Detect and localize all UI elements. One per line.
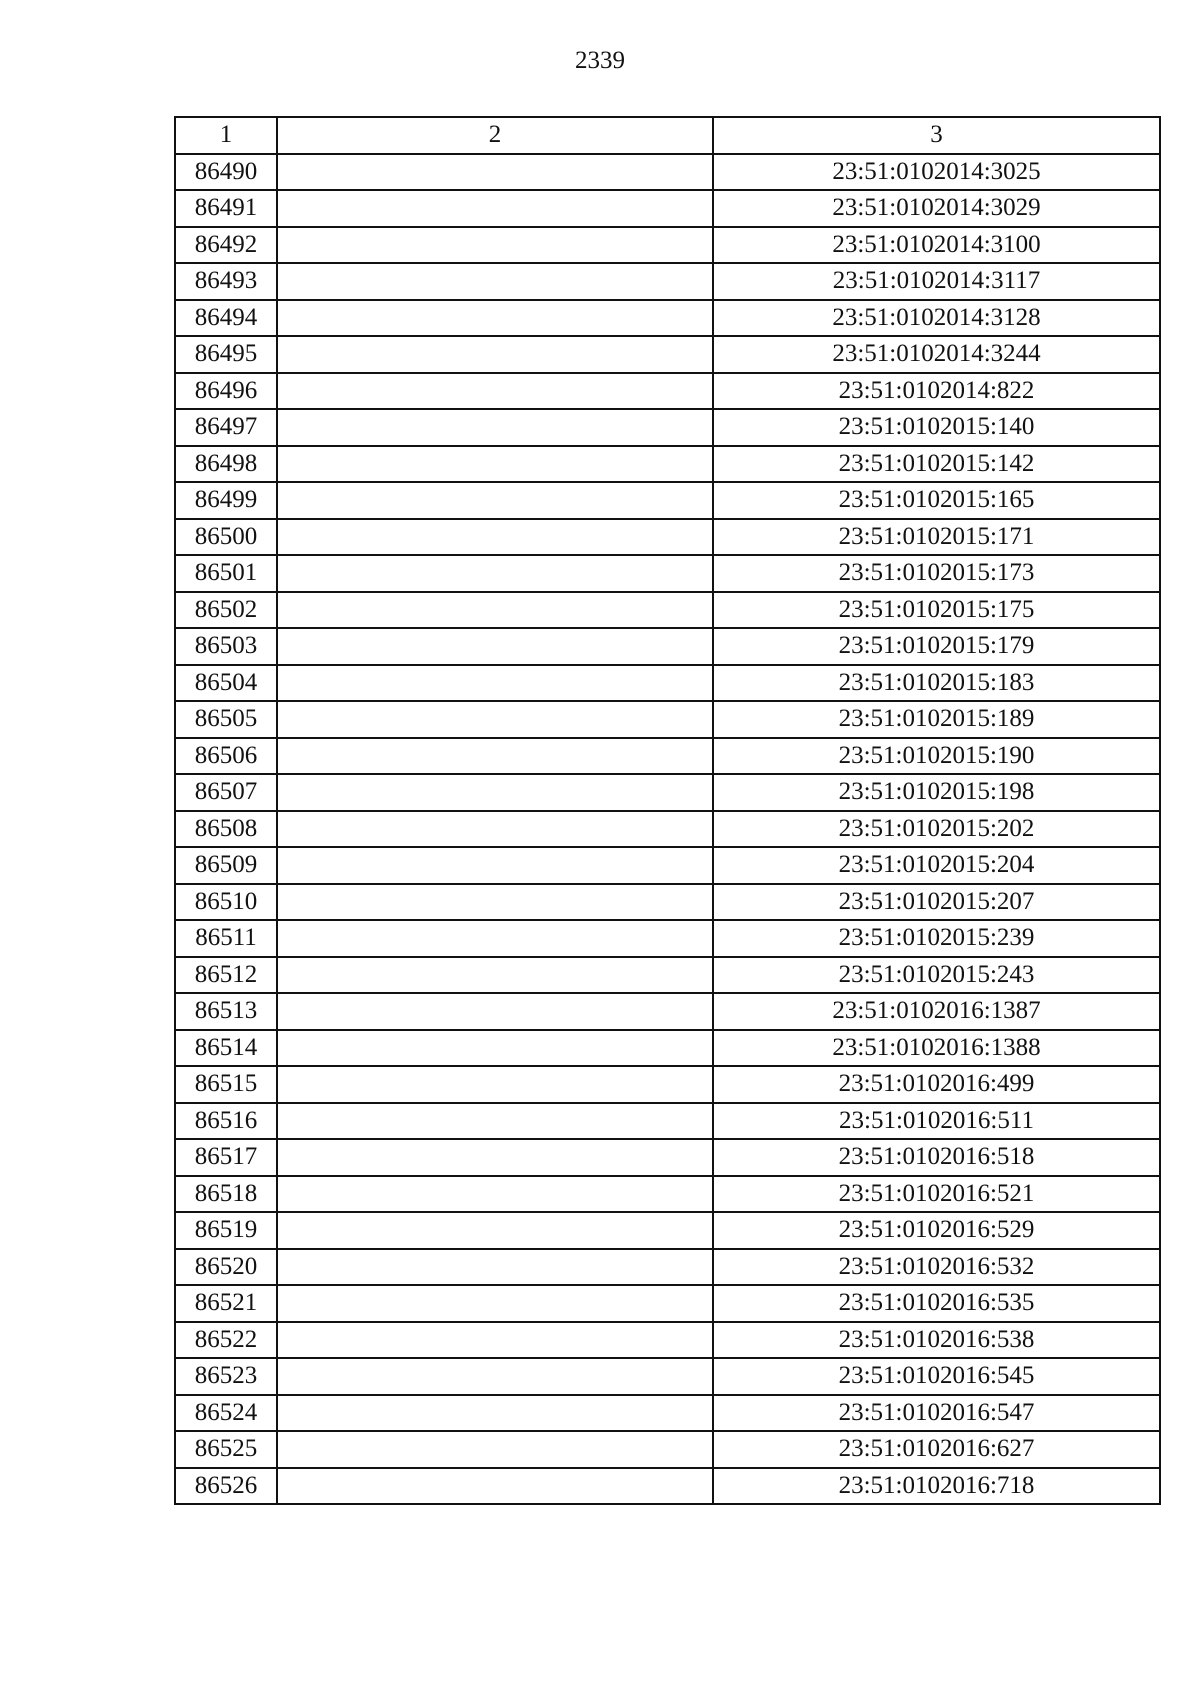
- table-cell-col-1: 86502: [175, 592, 277, 629]
- table-cell-col-3: 23:51:0102016:1387: [713, 993, 1160, 1030]
- header-cell-1: 1: [175, 117, 277, 154]
- table-cell-col-2: [277, 300, 713, 337]
- table-cell-col-3: 23:51:0102014:3128: [713, 300, 1160, 337]
- table-cell-col-1: 86493: [175, 263, 277, 300]
- table-cell-col-2: [277, 263, 713, 300]
- table-cell-col-2: [277, 190, 713, 227]
- table-row: [175, 628, 1160, 665]
- table-row: [175, 482, 1160, 519]
- table-cell-col-2: [277, 409, 713, 446]
- table-row: [175, 920, 1160, 957]
- table-cell-col-3: 23:51:0102014:3244: [713, 336, 1160, 373]
- table-cell-col-2: [277, 446, 713, 483]
- table-cell-col-2: [277, 701, 713, 738]
- table-cell-col-3: 23:51:0102015:175: [713, 592, 1160, 629]
- table-row: [175, 1395, 1160, 1432]
- table-cell-col-2: [277, 1212, 713, 1249]
- table-cell-col-1: 86521: [175, 1285, 277, 1322]
- table-cell-col-3: 23:51:0102016:499: [713, 1066, 1160, 1103]
- table-cell-col-2: [277, 920, 713, 957]
- table-cell-col-3: 23:51:0102014:3029: [713, 190, 1160, 227]
- table-cell-col-2: [277, 1103, 713, 1140]
- table-cell-col-2: [277, 1176, 713, 1213]
- table-cell-col-1: 86506: [175, 738, 277, 775]
- table-cell-col-2: [277, 1431, 713, 1468]
- table-cell-col-1: 86491: [175, 190, 277, 227]
- table-cell-col-1: 86513: [175, 993, 277, 1030]
- table-cell-col-2: [277, 555, 713, 592]
- table-cell-col-1: 86516: [175, 1103, 277, 1140]
- table-cell-col-2: [277, 1322, 713, 1359]
- table-cell-col-2: [277, 628, 713, 665]
- table-cell-col-2: [277, 957, 713, 994]
- table-row: [175, 847, 1160, 884]
- table-cell-col-1: 86525: [175, 1431, 277, 1468]
- table-cell-col-3: 23:51:0102016:538: [713, 1322, 1160, 1359]
- table-row: [175, 738, 1160, 775]
- table-cell-col-1: 86519: [175, 1212, 277, 1249]
- table-cell-col-3: 23:51:0102015:189: [713, 701, 1160, 738]
- table-cell-col-2: [277, 1066, 713, 1103]
- table-row: [175, 446, 1160, 483]
- table-cell-col-1: 86517: [175, 1139, 277, 1176]
- table-row: [175, 1066, 1160, 1103]
- table-cell-col-1: 86498: [175, 446, 277, 483]
- table-row: [175, 1322, 1160, 1359]
- table-row: [175, 519, 1160, 556]
- table-cell-col-1: 86522: [175, 1322, 277, 1359]
- table-cell-col-3: 23:51:0102015:204: [713, 847, 1160, 884]
- table-cell-col-1: 86514: [175, 1030, 277, 1067]
- table-cell-col-1: 86492: [175, 227, 277, 264]
- table-cell-col-2: [277, 1395, 713, 1432]
- table-cell-col-3: 23:51:0102016:627: [713, 1431, 1160, 1468]
- table-cell-col-3: 23:51:0102014:3100: [713, 227, 1160, 264]
- table-row: [175, 263, 1160, 300]
- table-row: [175, 811, 1160, 848]
- table-cell-col-1: 86503: [175, 628, 277, 665]
- table-row: [175, 1431, 1160, 1468]
- table-cell-col-3: 23:51:0102016:511: [713, 1103, 1160, 1140]
- table-cell-col-3: 23:51:0102015:142: [713, 446, 1160, 483]
- table-cell-col-1: 86490: [175, 154, 277, 191]
- table-cell-col-3: 23:51:0102014:3025: [713, 154, 1160, 191]
- header-cell-2: 2: [277, 117, 713, 154]
- table-cell-col-2: [277, 738, 713, 775]
- table-cell-col-1: 86501: [175, 555, 277, 592]
- table-row: [175, 957, 1160, 994]
- table-row: [175, 154, 1160, 191]
- page-number: 2339: [575, 47, 625, 74]
- table-row: [175, 1103, 1160, 1140]
- table-cell-col-1: 86497: [175, 409, 277, 446]
- table-cell-col-3: 23:51:0102015:165: [713, 482, 1160, 519]
- table-row: [175, 1139, 1160, 1176]
- table-cell-col-3: 23:51:0102015:239: [713, 920, 1160, 957]
- table-cell-col-3: 23:51:0102015:183: [713, 665, 1160, 702]
- table-row: [175, 665, 1160, 702]
- table-cell-col-1: 86512: [175, 957, 277, 994]
- table-row: [175, 1176, 1160, 1213]
- table-row: [175, 1030, 1160, 1067]
- table-cell-col-1: 86515: [175, 1066, 277, 1103]
- table-cell-col-1: 86523: [175, 1358, 277, 1395]
- table-cell-col-3: 23:51:0102015:140: [713, 409, 1160, 446]
- table-row: [175, 884, 1160, 921]
- table-cell-col-3: 23:51:0102015:202: [713, 811, 1160, 848]
- table-row: [175, 409, 1160, 446]
- table-row: [175, 1468, 1160, 1505]
- table-cell-col-3: 23:51:0102016:545: [713, 1358, 1160, 1395]
- table-cell-col-2: [277, 592, 713, 629]
- table-row: [175, 1249, 1160, 1286]
- table-cell-col-3: 23:51:0102015:207: [713, 884, 1160, 921]
- data-table: [174, 116, 1161, 1505]
- table-row: [175, 227, 1160, 264]
- table-cell-col-3: 23:51:0102014:3117: [713, 263, 1160, 300]
- table-row: [175, 592, 1160, 629]
- table-cell-col-2: [277, 154, 713, 191]
- table-cell-col-1: 86511: [175, 920, 277, 957]
- table-cell-col-1: 86526: [175, 1468, 277, 1505]
- table-cell-col-1: 86507: [175, 774, 277, 811]
- table-cell-col-3: 23:51:0102015:171: [713, 519, 1160, 556]
- table-cell-col-3: 23:51:0102016:529: [713, 1212, 1160, 1249]
- table-row: [175, 993, 1160, 1030]
- table-cell-col-1: 86508: [175, 811, 277, 848]
- table-cell-col-2: [277, 774, 713, 811]
- table-cell-col-2: [277, 227, 713, 264]
- table-cell-col-1: 86500: [175, 519, 277, 556]
- table-cell-col-2: [277, 1285, 713, 1322]
- table-cell-col-2: [277, 373, 713, 410]
- table-cell-col-2: [277, 665, 713, 702]
- table-row: [175, 190, 1160, 227]
- table-cell-col-2: [277, 336, 713, 373]
- table-cell-col-1: 86499: [175, 482, 277, 519]
- table-cell-col-2: [277, 993, 713, 1030]
- table-row: [175, 336, 1160, 373]
- table-row: [175, 774, 1160, 811]
- table-cell-col-3: 23:51:0102014:822: [713, 373, 1160, 410]
- table-cell-col-2: [277, 482, 713, 519]
- table-cell-col-3: 23:51:0102015:179: [713, 628, 1160, 665]
- table-row: [175, 1285, 1160, 1322]
- table-cell-col-3: 23:51:0102015:173: [713, 555, 1160, 592]
- table-cell-col-1: 86510: [175, 884, 277, 921]
- table-cell-col-1: 86495: [175, 336, 277, 373]
- table-cell-col-3: 23:51:0102016:1388: [713, 1030, 1160, 1067]
- table-cell-col-2: [277, 1468, 713, 1505]
- table-cell-col-1: 86520: [175, 1249, 277, 1286]
- table-cell-col-2: [277, 1249, 713, 1286]
- table-row: [175, 1358, 1160, 1395]
- table-cell-col-2: [277, 519, 713, 556]
- table-cell-col-3: 23:51:0102016:535: [713, 1285, 1160, 1322]
- table-cell-col-3: 23:51:0102015:243: [713, 957, 1160, 994]
- table-cell-col-2: [277, 1139, 713, 1176]
- table-row: [175, 1212, 1160, 1249]
- table-cell-col-3: 23:51:0102016:718: [713, 1468, 1160, 1505]
- table-cell-col-1: 86494: [175, 300, 277, 337]
- table-cell-col-1: 86518: [175, 1176, 277, 1213]
- table-cell-col-3: 23:51:0102015:198: [713, 774, 1160, 811]
- table-cell-col-1: 86505: [175, 701, 277, 738]
- table-row: [175, 555, 1160, 592]
- table-cell-col-3: 23:51:0102015:190: [713, 738, 1160, 775]
- table-cell-col-1: 86524: [175, 1395, 277, 1432]
- table-cell-col-3: 23:51:0102016:532: [713, 1249, 1160, 1286]
- header-cell-3: 3: [713, 117, 1160, 154]
- table-body: [175, 117, 1160, 1504]
- table-cell-col-3: 23:51:0102016:547: [713, 1395, 1160, 1432]
- table-row: [175, 300, 1160, 337]
- table-cell-col-1: 86509: [175, 847, 277, 884]
- table-row: [175, 701, 1160, 738]
- table-cell-col-3: 23:51:0102016:518: [713, 1139, 1160, 1176]
- table-cell-col-2: [277, 847, 713, 884]
- table-cell-col-2: [277, 1030, 713, 1067]
- table-cell-col-2: [277, 884, 713, 921]
- table-cell-col-1: 86496: [175, 373, 277, 410]
- table-row: [175, 373, 1160, 410]
- table-header-row: [175, 117, 1160, 154]
- table-cell-col-2: [277, 811, 713, 848]
- table-cell-col-1: 86504: [175, 665, 277, 702]
- table-cell-col-2: [277, 1358, 713, 1395]
- table-cell-col-3: 23:51:0102016:521: [713, 1176, 1160, 1213]
